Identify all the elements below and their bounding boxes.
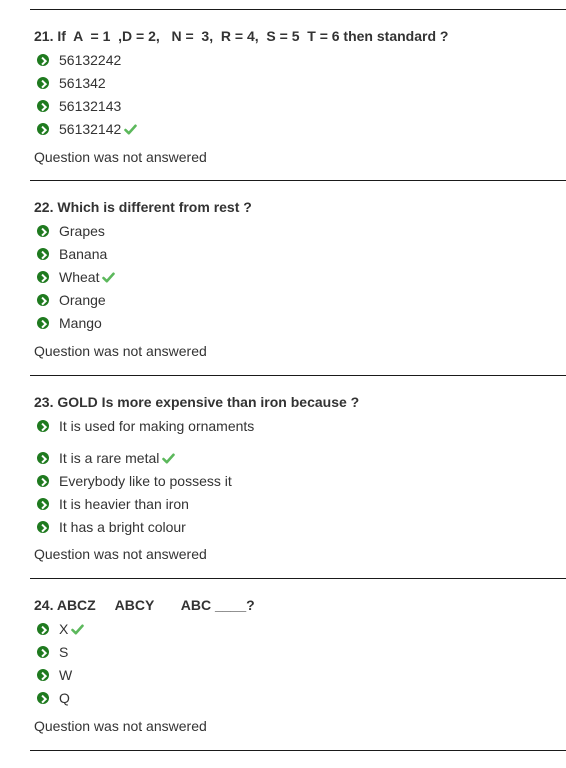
option-label: It is used for making ornaments — [59, 418, 255, 434]
chevron-circle-right-icon — [37, 294, 49, 306]
option-label: Everybody like to possess it — [59, 473, 232, 489]
answer-option — [37, 449, 175, 467]
option-label: X — [59, 621, 69, 637]
chevron-circle-right-icon — [37, 420, 49, 432]
chevron-circle-right-icon — [37, 248, 49, 260]
answer-status: Question was not answered — [34, 546, 207, 562]
chevron-circle-right-icon — [37, 54, 49, 66]
answer-option — [37, 518, 186, 536]
answer-status: Question was not answered — [34, 343, 207, 359]
answer-option — [37, 268, 115, 286]
chevron-circle-right-icon — [37, 669, 49, 681]
answer-option — [37, 643, 68, 661]
chevron-circle-right-icon — [37, 475, 49, 487]
answer-option — [37, 291, 106, 309]
check-icon — [102, 272, 115, 283]
option-label: Mango — [59, 315, 102, 331]
answer-status: Question was not answered — [34, 149, 207, 165]
option-label: Banana — [59, 246, 108, 262]
option-label: 56132143 — [59, 98, 122, 114]
option-label: It is a rare metal — [59, 450, 160, 466]
chevron-circle-right-icon — [37, 225, 49, 237]
chevron-circle-right-icon — [37, 692, 49, 704]
option-label: Wheat — [59, 269, 100, 285]
question-title: 24. ABCZ ABCY ABC ____? — [34, 597, 255, 613]
chevron-circle-right-icon — [37, 271, 49, 283]
option-label: Grapes — [59, 223, 105, 239]
answer-option — [37, 51, 121, 69]
divider — [30, 750, 566, 751]
check-icon — [162, 453, 175, 464]
chevron-circle-right-icon — [37, 498, 49, 510]
chevron-circle-right-icon — [37, 646, 49, 658]
chevron-circle-right-icon — [37, 452, 49, 464]
answer-option — [37, 97, 121, 115]
question-title: 23. GOLD Is more expensive than iron because ? — [34, 394, 360, 410]
answer-option — [37, 245, 107, 263]
answer-option — [37, 666, 72, 684]
chevron-circle-right-icon — [37, 77, 49, 89]
answer-option — [37, 74, 106, 92]
check-icon — [71, 624, 84, 635]
answer-option — [37, 417, 254, 435]
divider — [30, 180, 566, 181]
option-label: 56132142 — [59, 121, 122, 137]
answer-option — [37, 620, 84, 638]
option-label: 561342 — [59, 75, 106, 91]
divider — [30, 578, 566, 579]
option-label: It has a bright colour — [59, 519, 186, 535]
divider — [30, 9, 566, 10]
chevron-circle-right-icon — [37, 123, 49, 135]
option-label: Orange — [59, 292, 106, 308]
answer-option — [37, 472, 232, 490]
question-title: 22. Which is different from rest ? — [34, 199, 252, 215]
question-title: 21. If A = 1 ,D = 2, N = 3, R = 4, S = 5 T = 6 then standard ? — [34, 28, 449, 44]
answer-option — [37, 314, 102, 332]
option-label: S — [59, 644, 69, 660]
answer-status: Question was not answered — [34, 718, 207, 734]
chevron-circle-right-icon — [37, 623, 49, 635]
option-label: It is heavier than iron — [59, 496, 189, 512]
answer-option — [37, 120, 137, 138]
option-label: 56132242 — [59, 52, 122, 68]
chevron-circle-right-icon — [37, 317, 49, 329]
answer-option — [37, 495, 189, 513]
divider — [30, 375, 566, 376]
chevron-circle-right-icon — [37, 521, 49, 533]
answer-option — [37, 222, 105, 240]
answer-option — [37, 689, 70, 707]
check-icon — [124, 124, 137, 135]
option-label: Q — [59, 690, 70, 706]
option-label: W — [59, 667, 73, 683]
chevron-circle-right-icon — [37, 100, 49, 112]
